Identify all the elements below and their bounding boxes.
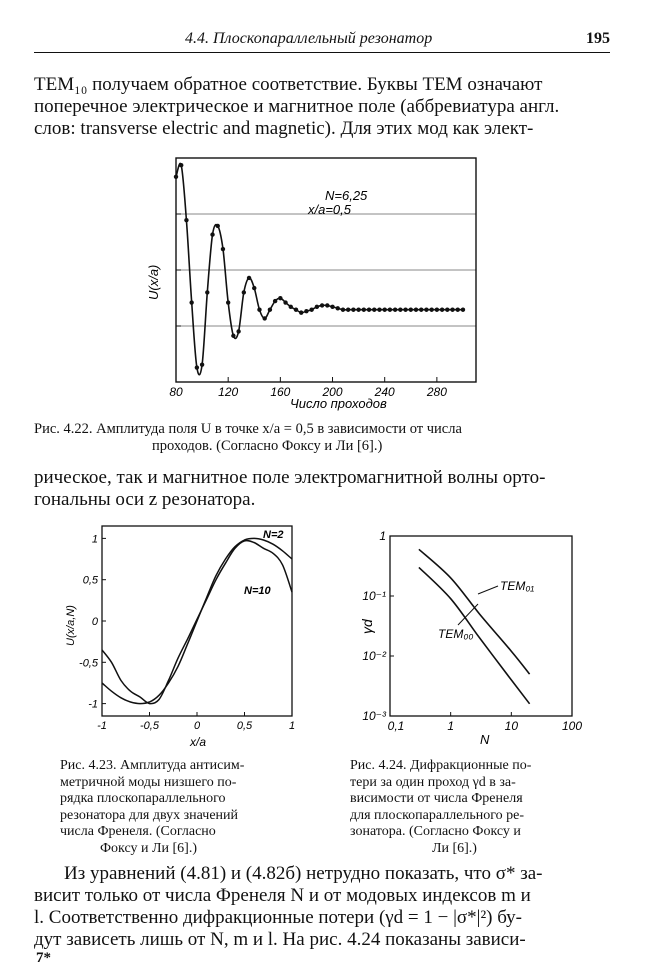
y-tick-label: 1 xyxy=(379,529,386,543)
data-point xyxy=(435,308,439,312)
x-tick-label: 1 xyxy=(288,720,296,732)
text-line: висит только от числа Френеля N и от модовых индексов m и xyxy=(34,885,531,906)
text-line: рическое, так и магнитное поле электромагнитной волны орто- xyxy=(34,467,546,488)
data-point xyxy=(273,299,277,303)
plot-frame xyxy=(390,536,572,716)
data-point xyxy=(351,308,355,312)
data-point xyxy=(221,247,225,251)
running-head xyxy=(0,30,650,54)
text-line: Из уравнений (4.81) и (4.82б) нетрудно показать, что σ* за- xyxy=(64,863,543,884)
paragraph-top xyxy=(34,74,612,140)
data-point xyxy=(189,300,193,304)
series-label-tem01: TEM₀₁ xyxy=(500,579,535,593)
data-point xyxy=(409,308,413,312)
header-rule xyxy=(34,52,610,53)
x-tick-label: -1 xyxy=(97,720,107,732)
data-point xyxy=(356,308,360,312)
data-point xyxy=(174,175,178,179)
data-point xyxy=(403,308,407,312)
series-line xyxy=(176,163,463,374)
x-tick-label: 280 xyxy=(426,385,447,399)
data-point xyxy=(210,232,214,236)
data-point xyxy=(325,303,329,307)
data-point xyxy=(195,365,199,369)
x-tick-label: 100 xyxy=(561,719,583,733)
signature-mark: 7* xyxy=(36,950,51,966)
data-point xyxy=(362,308,366,312)
x-tick-label: 240 xyxy=(374,385,395,399)
data-point xyxy=(372,308,376,312)
y-tick-label: 10⁻² xyxy=(362,649,386,663)
caption-line: висимости от числа Френеля xyxy=(350,791,523,806)
data-point xyxy=(278,296,282,300)
data-point xyxy=(315,305,319,309)
x-tick-label: 0 xyxy=(193,720,201,732)
caption-line: Ли [6].) xyxy=(432,840,477,856)
caption-line: Рис. 4.22. Амплитуда поля U в точке x/a = 0,5 в зависимости от числа xyxy=(34,421,462,437)
data-point xyxy=(382,308,386,312)
data-point xyxy=(294,308,298,312)
y-tick-label: 10⁻³ xyxy=(362,709,386,723)
series-label-n10: N=10 xyxy=(244,585,271,597)
text-line: поперечное электрическое и магнитное поле (аббревиатура англ. xyxy=(34,96,560,117)
data-point xyxy=(440,308,444,312)
y-tick-label: -0,5 xyxy=(79,657,98,670)
y-tick-label: 0,5 xyxy=(82,574,98,587)
text-line: дут зависеть лишь от N, m и l. На рис. 4.24 показаны зависи- xyxy=(34,929,526,950)
annotation-n: N=6,25 xyxy=(325,188,368,203)
label-leader-tem01 xyxy=(478,586,498,594)
x-axis-label: N xyxy=(480,732,490,747)
data-point xyxy=(262,316,266,320)
caption-line: резонатора для двух значений xyxy=(60,807,239,823)
data-point xyxy=(367,308,371,312)
data-point xyxy=(226,300,230,304)
y-axis-label: U(x/a) xyxy=(146,264,161,300)
series-label-n2: N=2 xyxy=(263,529,284,541)
page-number: 195 xyxy=(586,30,610,47)
x-tick-label: -0,5 xyxy=(140,720,159,732)
data-point xyxy=(461,308,465,312)
data-point xyxy=(429,308,433,312)
text-line: гональны оси z резонатора. xyxy=(34,489,256,510)
y-axis-label: γd xyxy=(359,619,375,634)
figure-4-22-caption xyxy=(34,421,619,455)
text-line: l. Соответственно дифракционные потери (γd = 1 − |σ*|²) бу- xyxy=(34,907,522,928)
data-point xyxy=(200,362,204,366)
series-label-tem00: TEM₀₀ xyxy=(438,627,474,641)
data-point xyxy=(450,308,454,312)
caption-line: числа Френеля. (Согласно xyxy=(60,824,216,839)
y-tick-label: 10⁻¹ xyxy=(362,589,386,603)
data-point xyxy=(456,308,460,312)
paragraph-bottom xyxy=(34,863,612,951)
data-point xyxy=(320,303,324,307)
x-tick-label: 1 xyxy=(447,719,455,733)
figure-4-23-chart xyxy=(56,522,306,752)
data-point xyxy=(184,218,188,222)
figure-4-24-caption xyxy=(350,758,582,857)
data-point xyxy=(252,286,256,290)
text-line: TEM₁₀ получаем обратное соответствие. Буквы TEM означают xyxy=(34,74,543,95)
x-axis-label: Число проходов xyxy=(290,396,387,411)
data-point xyxy=(289,305,293,309)
figure-4-22-chart xyxy=(130,150,510,415)
data-point xyxy=(341,308,345,312)
data-point xyxy=(216,224,220,228)
data-point xyxy=(414,308,418,312)
data-point xyxy=(236,329,240,333)
data-point xyxy=(309,308,313,312)
y-axis-label: U(x/a,N) xyxy=(65,605,77,646)
data-point xyxy=(304,309,308,313)
caption-line: рядка плоскопараллельного xyxy=(60,791,226,806)
data-point xyxy=(268,308,272,312)
caption-line: Фоксу и Ли [6].) xyxy=(100,840,198,856)
caption-line: проходов. (Согласно Фоксу и Ли [6].) xyxy=(152,438,383,454)
caption-line: для плоскопараллельного ре- xyxy=(350,807,525,823)
data-point xyxy=(299,310,303,314)
data-point xyxy=(393,308,397,312)
data-point xyxy=(445,308,449,312)
data-point xyxy=(242,290,246,294)
figure-4-24-chart xyxy=(350,522,590,752)
x-tick-label: 10 xyxy=(504,719,519,733)
x-axis-label: x/a xyxy=(190,735,207,749)
data-point xyxy=(179,163,183,167)
y-tick-label: -1 xyxy=(88,698,98,711)
data-point xyxy=(398,308,402,312)
data-point xyxy=(419,308,423,312)
data-point xyxy=(231,334,235,338)
annotation-xa: x/a=0,5 xyxy=(308,202,352,217)
x-tick-label: 200 xyxy=(322,385,343,399)
data-point xyxy=(283,300,287,304)
x-tick-label: 160 xyxy=(270,385,291,399)
data-point xyxy=(336,306,340,310)
data-point xyxy=(205,290,209,294)
caption-line: Рис. 4.23. Амплитуда антисим- xyxy=(60,758,245,773)
paragraph-mid xyxy=(34,467,612,511)
data-point xyxy=(330,305,334,309)
x-tick-label: 80 xyxy=(169,385,183,399)
x-tick-label: 120 xyxy=(218,385,239,399)
x-tick-label: 0,5 xyxy=(236,720,253,732)
caption-line: метричной моды низшего по- xyxy=(60,774,237,790)
data-point xyxy=(424,308,428,312)
data-point xyxy=(346,308,350,312)
caption-line: Рис. 4.24. Дифракционные по- xyxy=(350,758,532,773)
caption-line: тери за один проход γd в за- xyxy=(350,774,516,790)
y-tick-label: 0 xyxy=(91,616,98,628)
y-tick-label: 1 xyxy=(91,533,98,546)
data-point xyxy=(257,308,261,312)
data-point xyxy=(377,308,381,312)
text-line: слов: transverse electric and magnetic). Для этих мод как элект- xyxy=(34,118,534,139)
data-point xyxy=(388,308,392,312)
series-line-tem01 xyxy=(419,549,530,674)
data-point xyxy=(247,276,251,280)
caption-line: зонатора. (Согласно Фоксу и xyxy=(350,824,521,839)
x-tick-label: 0,1 xyxy=(387,719,405,733)
section-title: 4.4. Плоскопараллельный резонатор xyxy=(185,30,433,47)
figure-4-23-caption xyxy=(60,758,302,857)
